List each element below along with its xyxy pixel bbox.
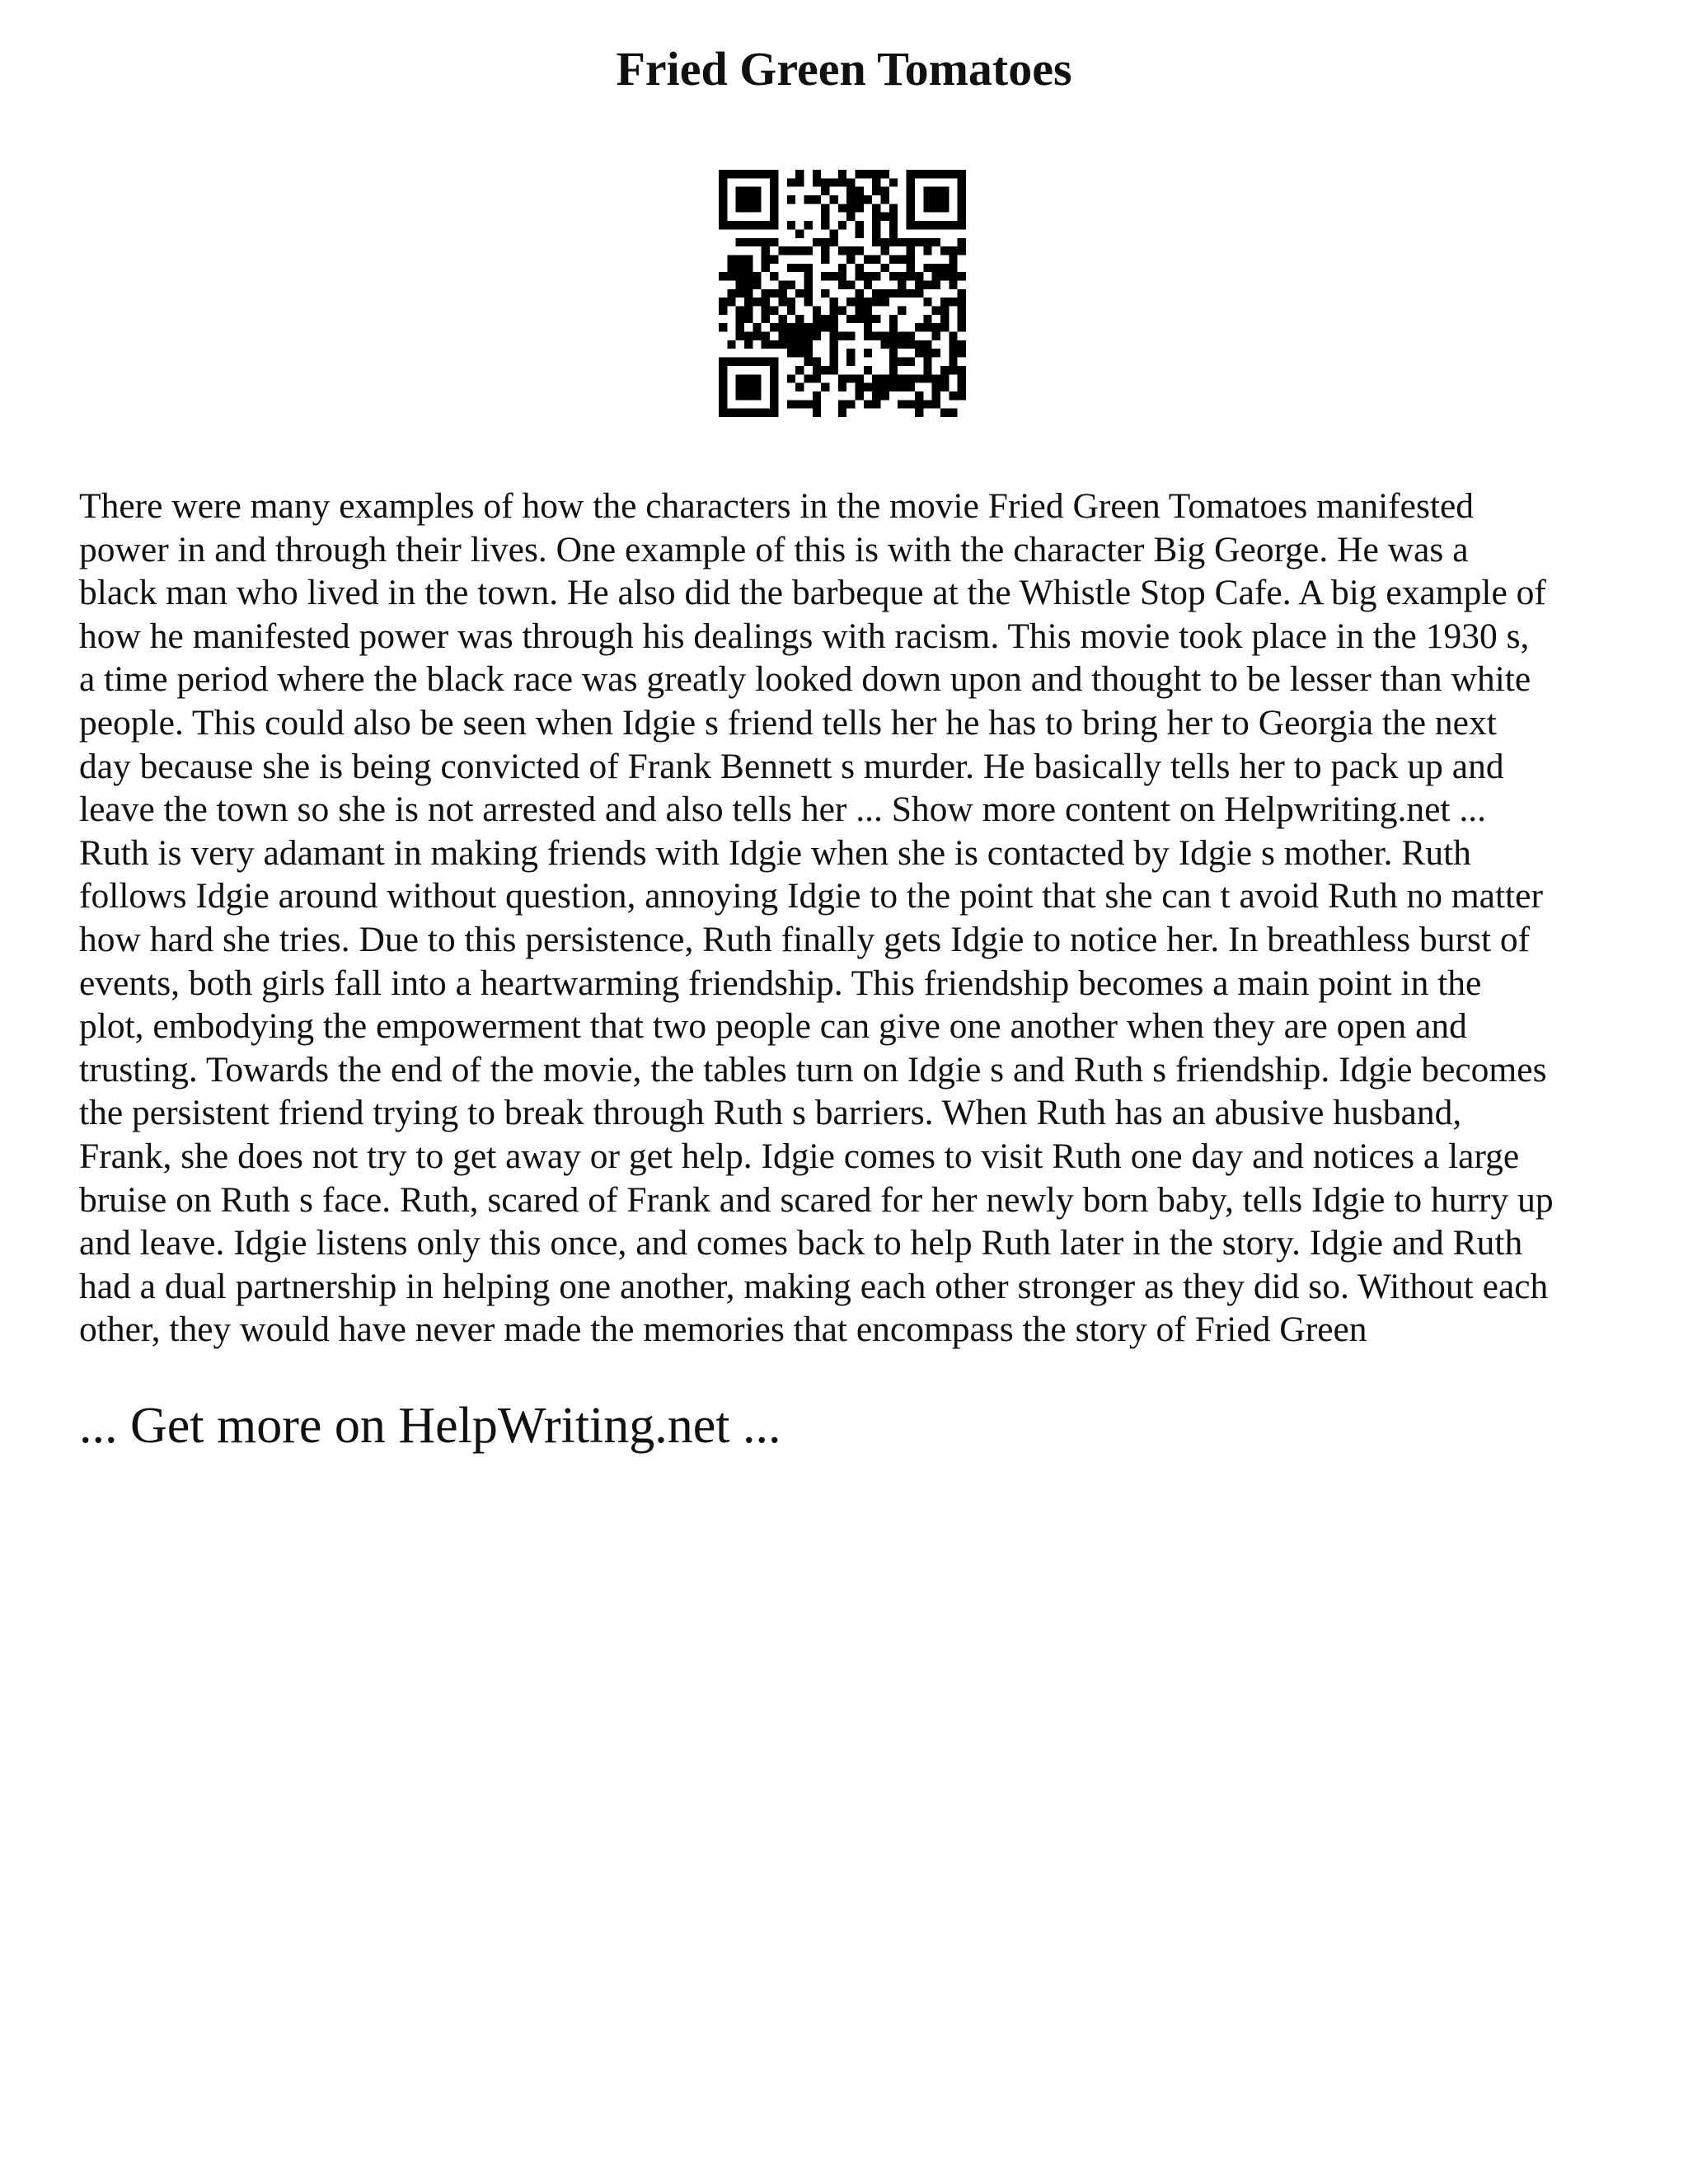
body-line: how hard she tries. Due to this persistence, Ruth finally gets Idgie to notice her. In breathless burst of [79, 919, 1531, 959]
body-line: plot, embodying the empowerment that two people can give one another when they are open and [79, 1006, 1467, 1047]
get-more-link-text[interactable]: ... Get more on HelpWriting.net ... [79, 1398, 781, 1454]
body-line: Ruth is very adamant in making friends with Idgie when she is contacted by Idgie s mother. Ruth [79, 832, 1471, 873]
body-line: leave the town so she is not arrested and also tells her ... Show more content on Helpwriting.net ... [79, 790, 1486, 830]
body-line: black man who lived in the town. He also did the barbeque at the Whistle Stop Cafe. A big example of [79, 573, 1546, 613]
body-line: a time period where the black race was greatly looked down upon and thought to be lesser than white [79, 659, 1531, 700]
qr-code-graphic [719, 170, 966, 417]
body-line: events, both girls fall into a heartwarming friendship. This friendship becomes a main point in the [79, 963, 1482, 1003]
body-line: and leave. Idgie listens only this once, and comes back to help Ruth later in the story. Idgie and Ruth [79, 1223, 1523, 1263]
body-line: bruise on Ruth s face. Ruth, scared of Frank and scared for her newly born baby, tells Idgie to hurry up [79, 1179, 1554, 1220]
body-line: follows Idgie around without question, annoying Idgie to the point that she can t avoid Ruth no matter [79, 876, 1543, 916]
qr-code-icon [719, 170, 966, 417]
body-paragraph [79, 485, 1620, 1352]
body-line: There were many examples of how the characters in the movie Fried Green Tomatoes manifested [79, 486, 1475, 526]
body-line: the persistent friend trying to break through Ruth s barriers. When Ruth has an abusive husband, [79, 1093, 1462, 1133]
document-title: Fried Green Tomatoes [616, 42, 1072, 96]
body-line: other, they would have never made the memories that encompass the story of Fried Green [79, 1310, 1367, 1350]
body-line: people. This could also be seen when Idgie s friend tells her he has to bring her to Georgia the next [79, 702, 1497, 743]
body-line: Frank, she does not try to get away or get help. Idgie comes to visit Ruth one day and notices a large [79, 1136, 1520, 1176]
body-line: trusting. Towards the end of the movie, the tables turn on Idgie s and Ruth s friendship. Idgie becomes [79, 1049, 1547, 1090]
body-line: day because she is being convicted of Frank Bennett s murder. He basically tells her to pack up and [79, 746, 1504, 786]
body-line: power in and through their lives. One example of this is with the character Big George. He was a [79, 529, 1469, 569]
body-line: had a dual partnership in helping one another, making each other stronger as they did so. Without each [79, 1266, 1549, 1306]
body-line: how he manifested power was through his dealings with racism. This movie took place in the 1930 s, [79, 616, 1530, 656]
